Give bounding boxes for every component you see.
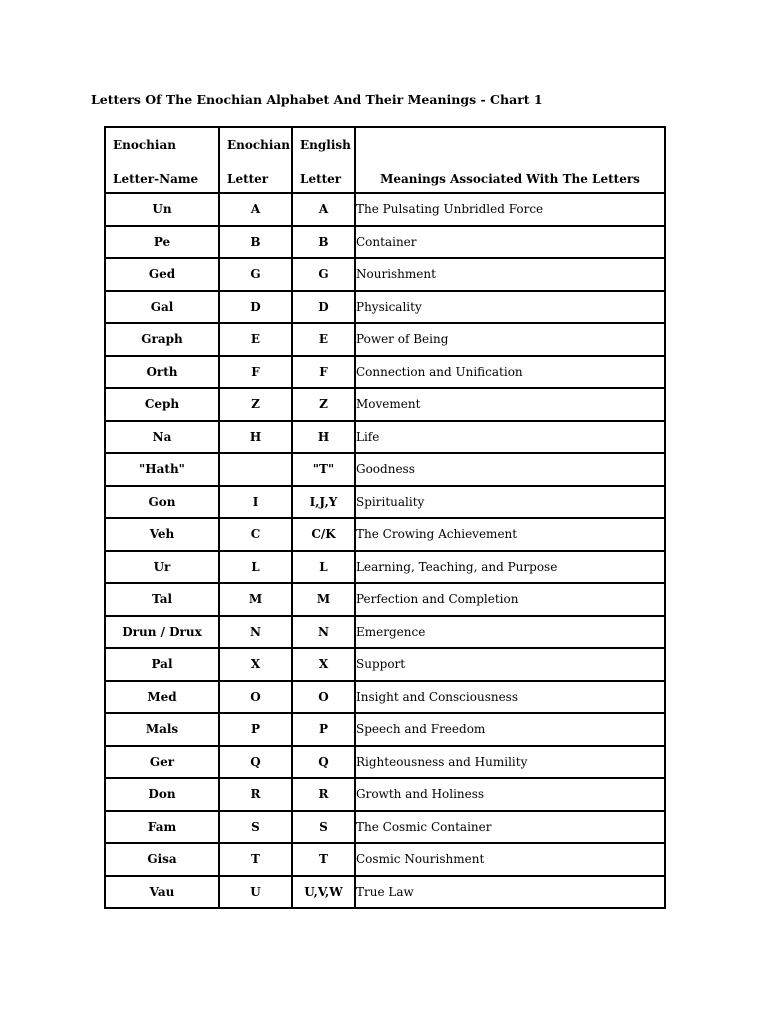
table-row	[106, 292, 666, 325]
meaning-cell: Support	[356, 649, 666, 682]
enochian-letter-cell: N	[220, 617, 293, 650]
meaning-cell: Power of Being	[356, 324, 666, 357]
table-row	[106, 747, 666, 780]
table-row	[106, 649, 666, 682]
english-letter-cell: Q	[293, 747, 356, 780]
letter-name-cell: Na	[106, 422, 220, 455]
table-row	[106, 812, 666, 845]
enochian-letter-cell: E	[220, 324, 293, 357]
letter-name-cell: Ged	[106, 259, 220, 292]
enochian-letter-cell: Q	[220, 747, 293, 780]
letter-name-cell: Pe	[106, 227, 220, 260]
letter-name-cell: Pal	[106, 649, 220, 682]
letter-name-cell: Mals	[106, 714, 220, 747]
letter-name-cell: Orth	[106, 357, 220, 390]
meaning-cell: The Pulsating Unbridled Force	[356, 194, 666, 227]
table-row	[106, 714, 666, 747]
letter-name-cell: Ceph	[106, 389, 220, 422]
english-letter-cell: L	[293, 552, 356, 585]
table-row	[106, 552, 666, 585]
enochian-letter-cell: L	[220, 552, 293, 585]
table-row	[106, 487, 666, 520]
table-row	[106, 682, 666, 715]
meaning-cell: Container	[356, 227, 666, 260]
meaning-cell: Emergence	[356, 617, 666, 650]
letter-name-cell: Gal	[106, 292, 220, 325]
english-letter-cell: C/K	[293, 519, 356, 552]
letter-name-cell: Gon	[106, 487, 220, 520]
table-body	[106, 194, 666, 909]
meaning-cell: Speech and Freedom	[356, 714, 666, 747]
enochian-alphabet-table	[104, 126, 666, 909]
table-row	[106, 519, 666, 552]
meaning-cell: Growth and Holiness	[356, 779, 666, 812]
meaning-cell: Movement	[356, 389, 666, 422]
enochian-letter-cell: M	[220, 584, 293, 617]
letter-name-cell: Un	[106, 194, 220, 227]
meaning-cell: Perfection and Completion	[356, 584, 666, 617]
meaning-cell: Learning, Teaching, and Purpose	[356, 552, 666, 585]
english-letter-cell: P	[293, 714, 356, 747]
meaning-cell: Life	[356, 422, 666, 455]
english-letter-cell: D	[293, 292, 356, 325]
enochian-letter-cell: C	[220, 519, 293, 552]
letter-name-cell: Ger	[106, 747, 220, 780]
enochian-letter-cell: P	[220, 714, 293, 747]
enochian-letter-cell: G	[220, 259, 293, 292]
enochian-letter-cell: B	[220, 227, 293, 260]
meaning-cell: Goodness	[356, 454, 666, 487]
header-english-letter: English Letter	[293, 128, 356, 194]
enochian-letter-cell: T	[220, 844, 293, 877]
table-row	[106, 227, 666, 260]
english-letter-cell: O	[293, 682, 356, 715]
english-letter-cell: Z	[293, 389, 356, 422]
english-letter-cell: F	[293, 357, 356, 390]
table-row	[106, 422, 666, 455]
english-letter-cell: N	[293, 617, 356, 650]
letter-name-cell: Fam	[106, 812, 220, 845]
enochian-letter-cell: F	[220, 357, 293, 390]
table-row	[106, 389, 666, 422]
page-title: Letters Of The Enochian Alphabet And Their Meanings - Chart 1	[91, 92, 543, 107]
enochian-letter-cell: Z	[220, 389, 293, 422]
table-header-row	[106, 128, 666, 194]
table-row	[106, 844, 666, 877]
enochian-letter-cell: S	[220, 812, 293, 845]
table-row	[106, 779, 666, 812]
letter-name-cell: Graph	[106, 324, 220, 357]
enochian-letter-cell: I	[220, 487, 293, 520]
meaning-cell: Physicality	[356, 292, 666, 325]
table-row	[106, 194, 666, 227]
meaning-cell: Spirituality	[356, 487, 666, 520]
english-letter-cell: "T"	[293, 454, 356, 487]
english-letter-cell: A	[293, 194, 356, 227]
meaning-cell: Connection and Unification	[356, 357, 666, 390]
enochian-letter-cell: X	[220, 649, 293, 682]
letter-name-cell: Tal	[106, 584, 220, 617]
meaning-cell: Nourishment	[356, 259, 666, 292]
english-letter-cell: H	[293, 422, 356, 455]
english-letter-cell: E	[293, 324, 356, 357]
enochian-letter-cell: A	[220, 194, 293, 227]
enochian-letter-cell	[220, 454, 293, 487]
enochian-letter-cell: R	[220, 779, 293, 812]
meaning-cell: Insight and Consciousness	[356, 682, 666, 715]
meaning-cell: The Crowing Achievement	[356, 519, 666, 552]
english-letter-cell: R	[293, 779, 356, 812]
meaning-cell: Righteousness and Humility	[356, 747, 666, 780]
table-row	[106, 617, 666, 650]
enochian-letter-cell: U	[220, 877, 293, 910]
letter-name-cell: Vau	[106, 877, 220, 910]
letter-name-cell: "Hath"	[106, 454, 220, 487]
english-letter-cell: I,J,Y	[293, 487, 356, 520]
letter-name-cell: Drun / Drux	[106, 617, 220, 650]
english-letter-cell: U,V,W	[293, 877, 356, 910]
english-letter-cell: B	[293, 227, 356, 260]
letter-name-cell: Don	[106, 779, 220, 812]
table-row	[106, 324, 666, 357]
header-enochian-letter: Enochian Letter	[220, 128, 293, 194]
meaning-cell: True Law	[356, 877, 666, 910]
header-meaning: Meanings Associated With The Letters	[356, 128, 666, 194]
letter-name-cell: Veh	[106, 519, 220, 552]
table-row	[106, 259, 666, 292]
table-row	[106, 454, 666, 487]
english-letter-cell: X	[293, 649, 356, 682]
table-row	[106, 877, 666, 910]
meaning-cell: Cosmic Nourishment	[356, 844, 666, 877]
english-letter-cell: T	[293, 844, 356, 877]
table-row	[106, 357, 666, 390]
english-letter-cell: M	[293, 584, 356, 617]
meaning-cell: The Cosmic Container	[356, 812, 666, 845]
english-letter-cell: G	[293, 259, 356, 292]
enochian-letter-cell: D	[220, 292, 293, 325]
letter-name-cell: Med	[106, 682, 220, 715]
letter-name-cell: Ur	[106, 552, 220, 585]
english-letter-cell: S	[293, 812, 356, 845]
header-letter-name: Enochian Letter-Name	[106, 128, 220, 194]
letter-name-cell: Gisa	[106, 844, 220, 877]
enochian-letter-cell: O	[220, 682, 293, 715]
enochian-letter-cell: H	[220, 422, 293, 455]
table-row	[106, 584, 666, 617]
